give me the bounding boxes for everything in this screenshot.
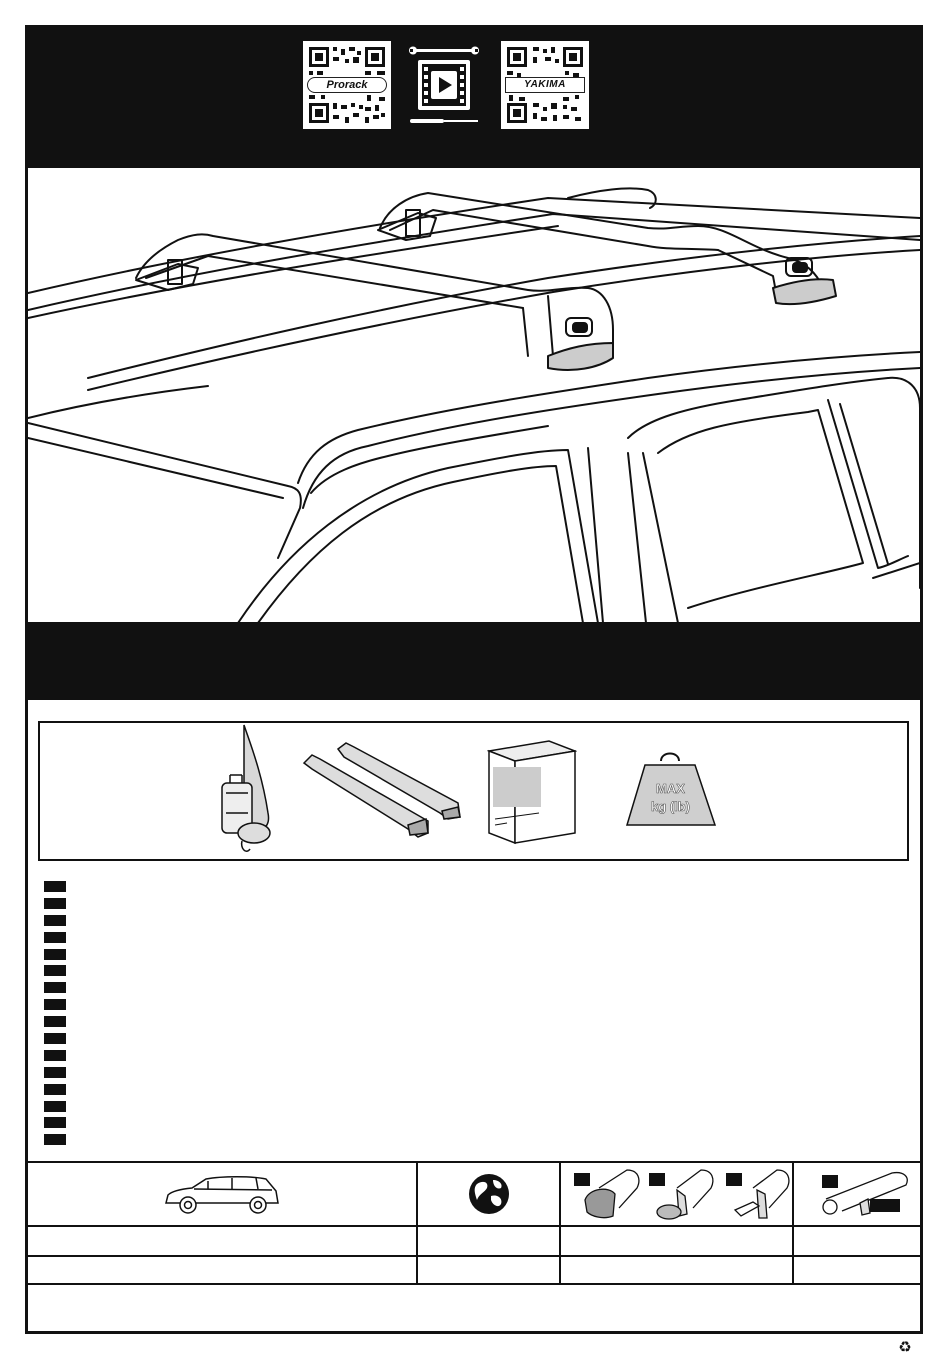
screwdriver-icon: [410, 119, 478, 123]
language-marker: [44, 965, 66, 976]
station-wagon-icon: [162, 1173, 282, 1217]
max-weight-icon: [623, 749, 718, 829]
title-bar: [28, 622, 920, 700]
crossbar-profile-icon: [820, 1169, 916, 1219]
tracked-foot-icon: [729, 1168, 793, 1224]
flush-foot-icon: [579, 1168, 643, 1224]
language-marker: [44, 1033, 66, 1044]
vehicle-fit-table: [28, 1161, 920, 1283]
package-contents-box: [38, 721, 909, 861]
vehicle-cell: [26, 1225, 418, 1257]
video-play-icon: [418, 60, 470, 110]
foot-type-cell: [559, 1225, 794, 1257]
header-bar: [28, 28, 920, 168]
language-marker: [44, 999, 66, 1010]
yakima-logo: YAKIMA: [505, 77, 585, 93]
luggage-surfboard-icon: [220, 723, 280, 861]
foot-type-cell: [559, 1255, 794, 1285]
qr-code-yakima[interactable]: [501, 41, 589, 129]
crossbars-icon: [298, 741, 473, 841]
language-marker: [44, 1016, 66, 1027]
bar-cell: [792, 1225, 922, 1257]
vehicle-column-header: [26, 1161, 418, 1227]
language-marker: [44, 1050, 66, 1061]
installation-video-link[interactable]: [404, 41, 484, 129]
raised-rail-foot-icon: [653, 1168, 717, 1224]
language-marker: [44, 932, 66, 943]
qr-code-prorack[interactable]: [303, 41, 391, 129]
wrench-icon: [409, 47, 479, 55]
prorack-logo: Prorack: [307, 77, 387, 93]
region-cell: [416, 1225, 561, 1257]
language-marker: [44, 898, 66, 909]
max-weight-label-max: MAX: [656, 781, 685, 796]
car-roof-illustration: [28, 168, 920, 623]
region-cell: [416, 1255, 561, 1285]
footer-notes-area: [28, 1283, 920, 1331]
language-marker: [44, 881, 66, 892]
language-marker: [44, 1067, 66, 1078]
foot-type-column-header: [559, 1161, 794, 1227]
language-marker: [44, 1117, 66, 1128]
vehicle-cell: [26, 1255, 418, 1285]
language-marker: [44, 949, 66, 960]
language-marker: [44, 1134, 66, 1145]
language-marker: [44, 1101, 66, 1112]
max-weight-label-unit: kg (lb): [651, 799, 690, 814]
bar-cell: [792, 1255, 922, 1285]
language-marker: [44, 1084, 66, 1095]
language-marker-list: [44, 881, 66, 1151]
language-marker: [44, 915, 66, 926]
fit-kit-box-icon: [487, 737, 577, 847]
recycle-icon: ♻: [898, 1338, 912, 1356]
region-column-header: [416, 1161, 561, 1227]
instruction-sheet: [25, 25, 923, 1334]
bar-column-header: [792, 1161, 922, 1227]
language-marker: [44, 982, 66, 993]
globe-icon: [467, 1172, 511, 1216]
